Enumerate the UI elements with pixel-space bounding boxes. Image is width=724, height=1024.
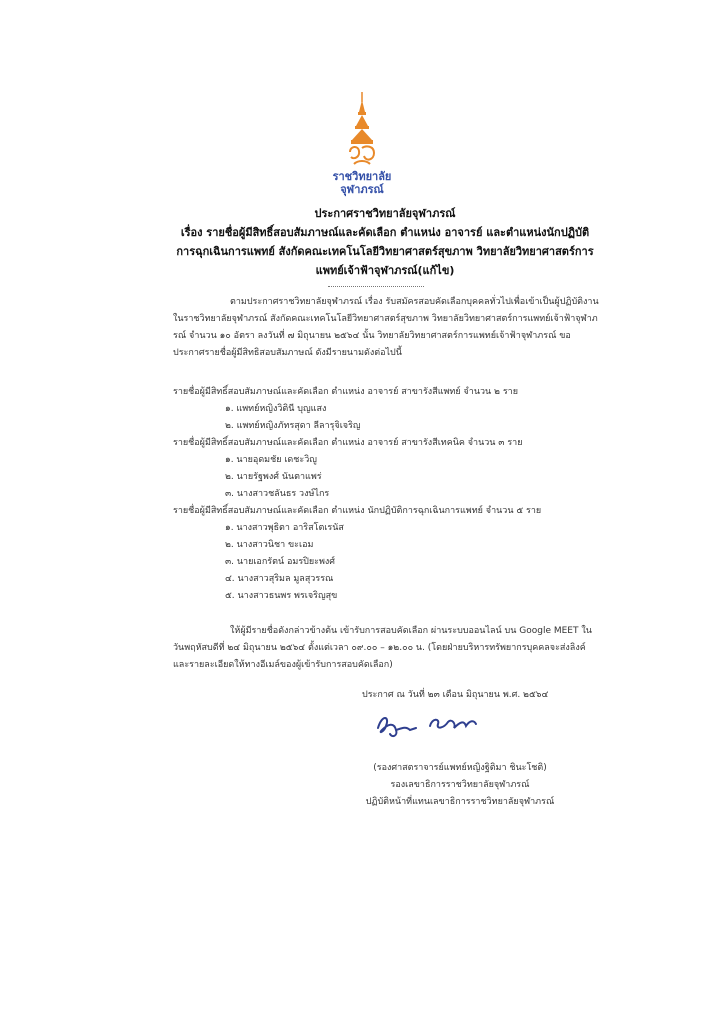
- announcement-heading: [170, 204, 600, 280]
- announcement-title: ประกาศราชวิทยาลัยจุฬาภรณ์: [314, 207, 456, 220]
- group-heading: รายชื่อผู้มีสิทธิ์สอบสัมภาษณ์และคัดเลือก ตำแหน่ง นักปฏิบัติการฉุกเฉินการแพทย์ จำนวน ๕ ราย: [173, 506, 542, 516]
- intro-line-3: รณ์ จำนวน ๑๐ อัตรา ลงวันที่ ๗ มิถุนายน ๒๕๖๔ นั้น วิทยาลัยวิทยาศาสตร์การแพทย์เจ้าฟ้าจุฬาภรณ์ ขอ: [173, 331, 571, 341]
- candidate-name: ๒. นางสาวนิชา ขะเอม: [225, 540, 314, 550]
- dotted-divider: [328, 286, 424, 287]
- logo-text-line2: จุฬาภรณ์: [340, 183, 384, 196]
- handwritten-signature: [370, 708, 510, 748]
- candidate-name: ๓. นายเอกรัตน์ อมรปิยะพงศ์: [225, 557, 336, 567]
- subject-line-1: เรื่อง รายชื่อผู้มีสิทธิ์สอบสัมภาษณ์และคัดเลือก ตำแหน่ง อาจารย์ และตำแหน่งนักปฏิบัติ: [180, 226, 590, 239]
- subject-line-3: แพทย์เจ้าฟ้าจุฬาภรณ์(แก้ไข): [315, 264, 455, 277]
- candidate-name: ๑. นางสาวพุธิตา อาริสโตเรนัส: [225, 523, 344, 533]
- logo-text-line1: ราชวิทยาลัย: [332, 170, 392, 183]
- candidate-name: ๑. แพทย์หญิงวิตินี บุญแสง: [225, 404, 327, 414]
- candidate-name: ๒. นายรัฐพงศ์ นันตาแพร่: [225, 472, 322, 482]
- intro-line-4: ประกาศรายชื่อผู้มีสิทธิสอบสัมภาษณ์ ดังมีรายนามดังต่อไปนี้: [173, 348, 402, 358]
- signatory-title-2: ปฏิบัติหน้าที่แทนเลขาธิการราชวิทยาลัยจุฬาภรณ์: [365, 797, 555, 807]
- announcement-date: ประกาศ ณ วันที่ ๒๓ เดือน มิถุนายน พ.ศ. ๒๕๖๔: [362, 690, 549, 700]
- intro-line-1: ตามประกาศราชวิทยาลัยจุฬาภรณ์ เรื่อง รับสมัครสอบคัดเลือกบุคคลทั่วไปเพื่อเข้าเป็นผู้ปฏิบัติงาน: [230, 297, 599, 307]
- subject-line-2: การฉุกเฉินการแพทย์ สังกัดคณะเทคโนโลยีวิทยาศาสตร์สุขภาพ วิทยาลัยวิทยาศาสตร์การ: [176, 245, 594, 258]
- signatory-title-1: รองเลขาธิการราชวิทยาลัยจุฬาภรณ์: [390, 780, 530, 790]
- group-heading: รายชื่อผู้มีสิทธิ์สอบสัมภาษณ์และคัดเลือก ตำแหน่ง อาจารย์ สาขารังสีแพทย์ จำนวน ๒ ราย: [173, 387, 518, 397]
- candidate-name: ๒. แพทย์หญิงภัทรสุดา ลีลารุจิเจริญ: [225, 421, 361, 431]
- signatory-name: (รองศาสตราจารย์แพทย์หญิงฐิติมา ชินะโชติ): [373, 763, 547, 773]
- college-logo: [332, 90, 392, 196]
- candidate-name: ๑. นายอุดมชัย เดชะวิญู: [225, 455, 317, 465]
- candidate-name: ๓. นางสาวชลันธร วงษ์ไกร: [225, 489, 330, 499]
- crown-emblem-icon: [342, 90, 382, 170]
- closing-line-3: และรายละเอียดให้ทางอีเมล์ของผู้เข้ารับการสอบคัดเลือก): [173, 660, 393, 670]
- intro-line-2: ในราชวิทยาลัยจุฬาภรณ์ สังกัดคณะเทคโนโลยีวิทยาศาสตร์สุขภาพ วิทยาลัยวิทยาศาสตร์การแพทย์เจ้าฟ้าจุฬาภ: [173, 314, 598, 324]
- closing-line-1: ให้ผู้มีรายชื่อดังกล่าวข้างต้น เข้ารับการสอบคัดเลือก ผ่านระบบออนไลน์ บน Google MEET ใน: [230, 626, 592, 636]
- signatory-block: [330, 760, 590, 811]
- candidate-name: ๕. นางสาวธนพร พรเจริญสุข: [225, 591, 338, 601]
- group-heading: รายชื่อผู้มีสิทธิ์สอบสัมภาษณ์และคัดเลือก ตำแหน่ง อาจารย์ สาขารังสีเทคนิค จำนวน ๓ ราย: [173, 438, 523, 448]
- closing-line-2: วันพฤหัสบดีที่ ๒๔ มิถุนายน ๒๕๖๔ ตั้งแต่เวลา ๐๙.๐๐ – ๑๒.๐๐ น. (โดยฝ่ายบริหารทรัพยากรบุคคลจะส่งลิงค์: [173, 643, 586, 653]
- candidate-name: ๔. นางสาวสุริมล มูลสุวรรณ: [225, 574, 334, 584]
